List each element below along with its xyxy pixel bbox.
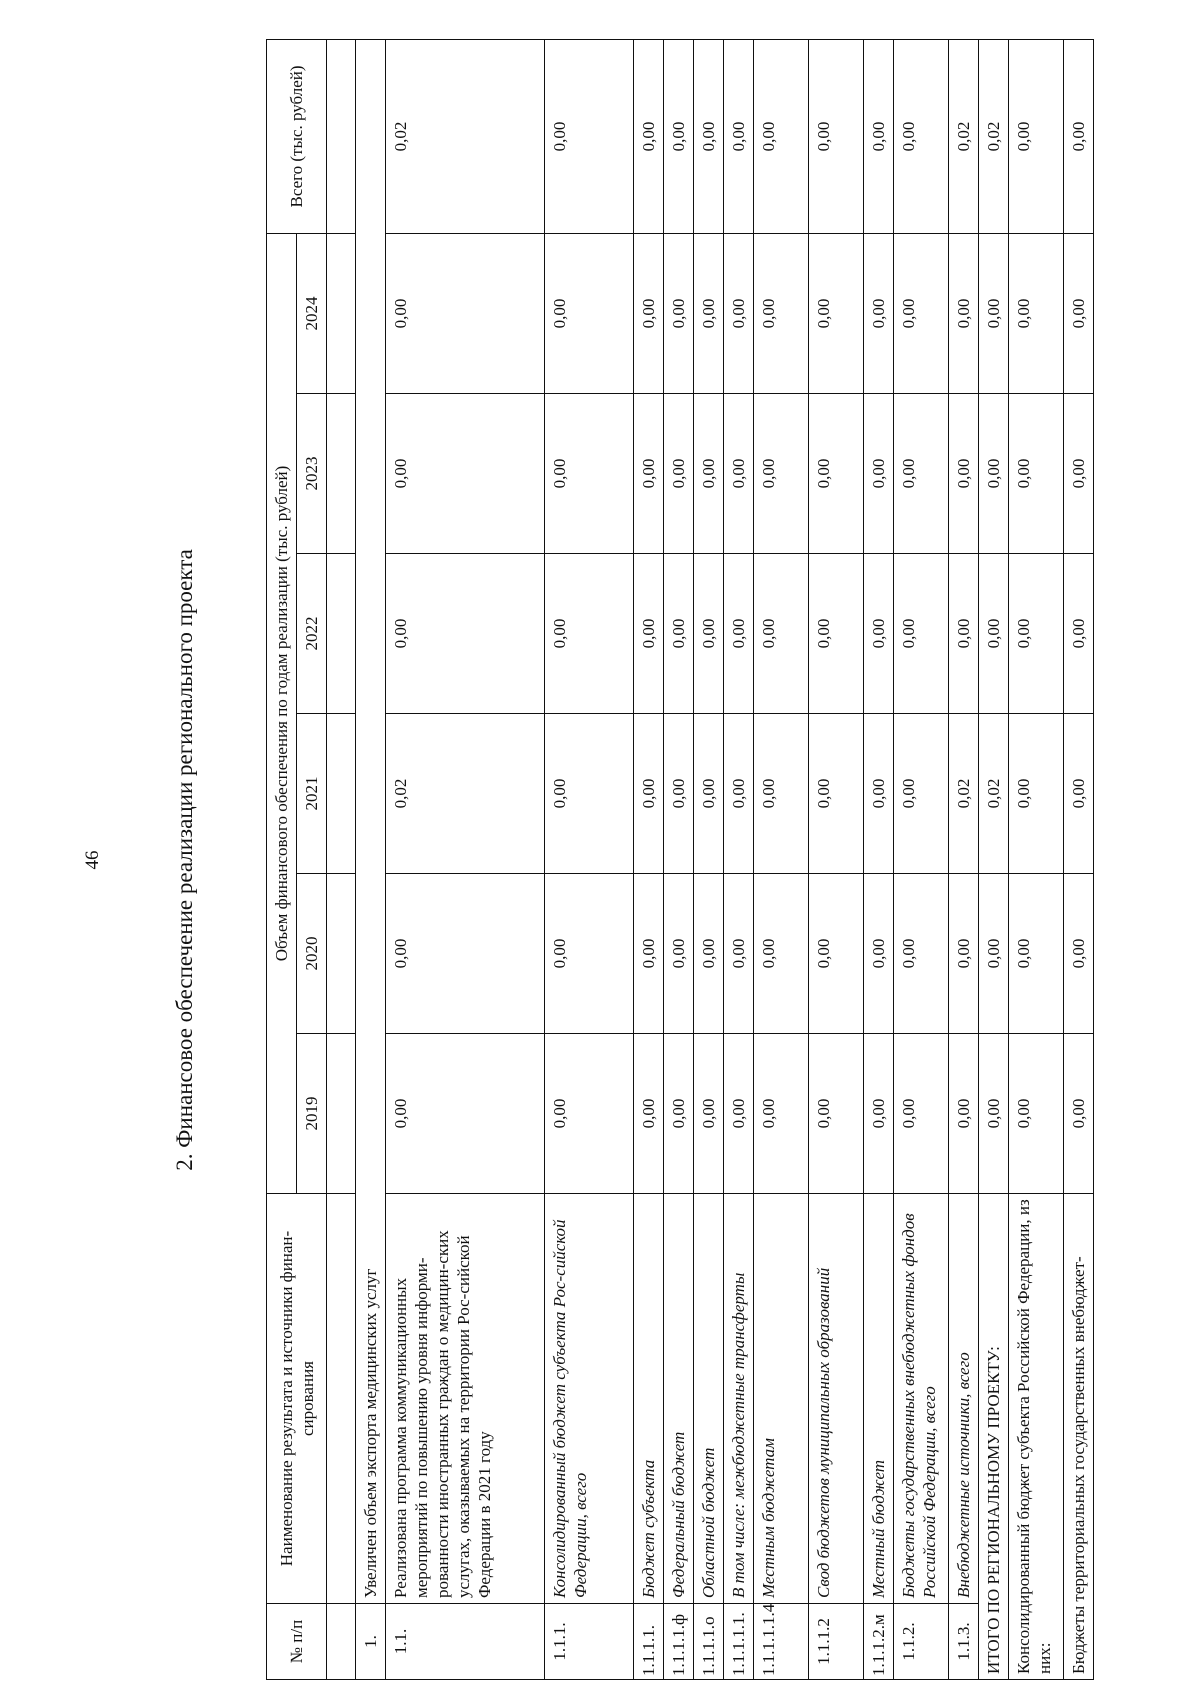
row-number: 1.1.1.1.ф — [664, 1604, 694, 1680]
financing-table — [266, 39, 1094, 1680]
value-cell: 0,00 — [894, 714, 949, 874]
value-cell: 0,00 — [724, 874, 754, 1034]
value-cell: 0,00 — [724, 1034, 754, 1194]
value-cell: 0,00 — [386, 1034, 545, 1194]
value-cell: 0,00 — [864, 1034, 894, 1194]
empty-cell — [327, 1604, 356, 1680]
row-name: Бюджет субъекта — [634, 1194, 664, 1604]
value-cell: 0,00 — [386, 554, 545, 714]
value-cell: 0,00 — [545, 1034, 634, 1194]
header-name: Наименование результата и источники финан-сирования — [267, 1194, 327, 1604]
value-cell: 0,00 — [545, 874, 634, 1034]
empty-cell — [327, 394, 356, 554]
table-row — [545, 39, 634, 1679]
row-name: Свод бюджетов муниципальных образований — [809, 1194, 864, 1604]
value-cell: 0,00 — [894, 554, 949, 714]
page-number: 46 — [82, 850, 103, 870]
row-name: Реализована программа коммуникационных мероприятий по повышению уровня информи-рованности иностранных граждан о медицин-ских услугах, оказываемых на территории Рос-сийской Федерации в 2021 году — [386, 1194, 545, 1604]
value-cell: 0,00 — [864, 714, 894, 874]
value-cell: 0,00 — [724, 554, 754, 714]
value-cell: 0,00 — [694, 233, 724, 393]
table-row — [894, 39, 949, 1679]
value-cell: 0,00 — [694, 714, 724, 874]
value-cell: 0,00 — [979, 554, 1009, 714]
value-cell: 0,00 — [1064, 1034, 1094, 1194]
header-year: 2024 — [297, 233, 327, 393]
row-number: 1.1.3. — [949, 1604, 979, 1680]
value-cell: 0,00 — [894, 394, 949, 554]
value-cell: 0,00 — [979, 394, 1009, 554]
value-cell: 0,00 — [949, 874, 979, 1034]
value-cell: 0,02 — [979, 39, 1009, 233]
total-row-name: ИТОГО ПО РЕГИОНАЛЬНОМУ ПРОЕКТУ: — [979, 1194, 1009, 1680]
value-cell: 0,00 — [1064, 554, 1094, 714]
value-cell: 0,02 — [949, 39, 979, 233]
value-cell: 0,00 — [1009, 233, 1064, 393]
header-total: Всего (тыс. рублей) — [267, 39, 327, 233]
value-cell: 0,00 — [894, 874, 949, 1034]
table-row — [809, 39, 864, 1679]
value-cell: 0,00 — [894, 1034, 949, 1194]
value-cell: 0,00 — [1064, 394, 1094, 554]
section-row — [356, 39, 386, 1679]
value-cell: 0,00 — [664, 394, 694, 554]
value-cell: 0,00 — [664, 554, 694, 714]
funds-row-name: Бюджеты территориальных государственных внебюджет- — [1064, 1194, 1094, 1680]
value-cell: 0,00 — [694, 874, 724, 1034]
value-cell: 0,00 — [664, 714, 694, 874]
value-cell: 0,00 — [809, 874, 864, 1034]
table-row — [386, 39, 545, 1679]
value-cell: 0,00 — [864, 233, 894, 393]
value-cell: 0,00 — [1009, 874, 1064, 1034]
table-row — [724, 39, 754, 1679]
value-cell: 0,00 — [1009, 1034, 1064, 1194]
row-number: 1. — [356, 1604, 386, 1680]
value-cell: 0,00 — [724, 233, 754, 393]
value-cell: 0,00 — [864, 39, 894, 233]
row-number: 1.1.1.1.1. — [724, 1604, 754, 1680]
section-name: Увеличен объем экспорта медицинских услуг — [356, 39, 386, 1603]
value-cell: 0,00 — [545, 233, 634, 393]
header-volume: Объем финансового обеспечения по годам реализации (тыс. рублей) — [267, 233, 297, 1193]
header-year: 2020 — [297, 874, 327, 1034]
total-row — [979, 39, 1009, 1679]
value-cell: 0,02 — [979, 714, 1009, 874]
value-cell: 0,00 — [664, 874, 694, 1034]
value-cell: 0,02 — [386, 39, 545, 233]
value-cell: 0,00 — [545, 39, 634, 233]
value-cell: 0,00 — [634, 233, 664, 393]
row-number: 1.1. — [386, 1604, 545, 1680]
value-cell: 0,00 — [634, 874, 664, 1034]
value-cell: 0,00 — [754, 394, 809, 554]
value-cell: 0,00 — [894, 233, 949, 393]
value-cell: 0,00 — [386, 874, 545, 1034]
value-cell: 0,00 — [979, 1034, 1009, 1194]
value-cell: 0,00 — [809, 394, 864, 554]
row-name: Местный бюджет — [864, 1194, 894, 1604]
funds-row — [1064, 39, 1094, 1679]
header-number: № п/п — [267, 1604, 327, 1680]
value-cell: 0,00 — [754, 554, 809, 714]
table-row — [949, 39, 979, 1679]
empty-cell — [327, 39, 356, 233]
value-cell: 0,00 — [864, 874, 894, 1034]
row-name: Местным бюджетам — [754, 1194, 809, 1604]
value-cell: 0,00 — [754, 1034, 809, 1194]
value-cell: 0,00 — [1009, 394, 1064, 554]
value-cell: 0,00 — [386, 394, 545, 554]
row-number: 1.1.1.1.1.4 — [754, 1604, 809, 1680]
page-title: 2. Финансовое обеспечение реализации регионального проекта — [172, 549, 197, 1171]
table-row — [754, 39, 809, 1679]
value-cell: 0,00 — [864, 554, 894, 714]
empty-cell — [327, 554, 356, 714]
budget-row-name: Консолидированный бюджет субъекта Российской Федерации, из них: — [1009, 1194, 1064, 1680]
value-cell: 0,00 — [634, 394, 664, 554]
value-cell: 0,00 — [664, 1034, 694, 1194]
value-cell: 0,00 — [664, 233, 694, 393]
value-cell: 0,00 — [809, 1034, 864, 1194]
value-cell: 0,00 — [545, 394, 634, 554]
value-cell: 0,00 — [949, 554, 979, 714]
row-name: Консолидированный бюджет субъекта Рос-сийской Федерации, всего — [545, 1194, 634, 1604]
value-cell: 0,00 — [809, 714, 864, 874]
row-name: Областной бюджет — [694, 1194, 724, 1604]
value-cell: 0,00 — [949, 1034, 979, 1194]
value-cell: 0,00 — [894, 39, 949, 233]
value-cell: 0,00 — [754, 874, 809, 1034]
value-cell: 0,00 — [809, 39, 864, 233]
value-cell: 0,00 — [1064, 39, 1094, 233]
value-cell: 0,00 — [1064, 714, 1094, 874]
rotated-document-page — [30, 40, 1088, 1680]
table-row — [634, 39, 664, 1679]
value-cell: 0,00 — [694, 394, 724, 554]
table-row — [664, 39, 694, 1679]
value-cell: 0,00 — [1009, 714, 1064, 874]
value-cell: 0,00 — [754, 714, 809, 874]
value-cell: 0,00 — [724, 39, 754, 233]
value-cell: 0,02 — [386, 714, 545, 874]
empty-cell — [327, 1194, 356, 1604]
header-year: 2022 — [297, 554, 327, 714]
value-cell: 0,00 — [1064, 233, 1094, 393]
row-number: 1.1.1. — [545, 1604, 634, 1680]
empty-cell — [327, 233, 356, 393]
value-cell: 0,00 — [694, 554, 724, 714]
row-name: В том числе: межбюджетные трансферты — [724, 1194, 754, 1604]
value-cell: 0,00 — [754, 233, 809, 393]
value-cell: 0,00 — [634, 39, 664, 233]
value-cell: 0,00 — [694, 1034, 724, 1194]
value-cell: 0,00 — [634, 1034, 664, 1194]
row-name: Внебюджетные источники, всего — [949, 1194, 979, 1604]
value-cell: 0,00 — [1009, 39, 1064, 233]
table-row — [694, 39, 724, 1679]
row-name: Бюджеты государственных внебюджетных фондов Российской Федерации, всего — [894, 1194, 949, 1604]
row-number: 1.1.1.2 — [809, 1604, 864, 1680]
value-cell: 0,00 — [386, 233, 545, 393]
value-cell: 0,00 — [809, 233, 864, 393]
value-cell: 0,00 — [809, 554, 864, 714]
row-number: 1.1.1.1. — [634, 1604, 664, 1680]
value-cell: 0,00 — [1009, 554, 1064, 714]
value-cell: 0,00 — [979, 233, 1009, 393]
value-cell: 0,00 — [664, 39, 694, 233]
value-cell: 0,00 — [1064, 874, 1094, 1034]
value-cell: 0,00 — [949, 233, 979, 393]
table-row — [864, 39, 894, 1679]
header-year: 2021 — [297, 714, 327, 874]
empty-cell — [327, 874, 356, 1034]
row-number: 1.1.1.1.о — [694, 1604, 724, 1680]
value-cell: 0,02 — [949, 714, 979, 874]
value-cell: 0,00 — [949, 394, 979, 554]
value-cell: 0,00 — [634, 714, 664, 874]
table-header-row — [267, 39, 297, 1679]
row-name: Федеральный бюджет — [664, 1194, 694, 1604]
value-cell: 0,00 — [724, 394, 754, 554]
value-cell: 0,00 — [754, 39, 809, 233]
table-spacer-row — [327, 39, 356, 1679]
value-cell: 0,00 — [545, 714, 634, 874]
value-cell: 0,00 — [545, 554, 634, 714]
empty-cell — [327, 714, 356, 874]
value-cell: 0,00 — [979, 874, 1009, 1034]
budget-row — [1009, 39, 1064, 1679]
value-cell: 0,00 — [864, 394, 894, 554]
row-number: 1.1.1.2.м — [864, 1604, 894, 1680]
row-number: 1.1.2. — [894, 1604, 949, 1680]
data-rows — [386, 39, 979, 1679]
empty-cell — [327, 1034, 356, 1194]
value-cell: 0,00 — [724, 714, 754, 874]
value-cell: 0,00 — [694, 39, 724, 233]
value-cell: 0,00 — [634, 554, 664, 714]
header-year: 2023 — [297, 394, 327, 554]
header-year: 2019 — [297, 1034, 327, 1194]
